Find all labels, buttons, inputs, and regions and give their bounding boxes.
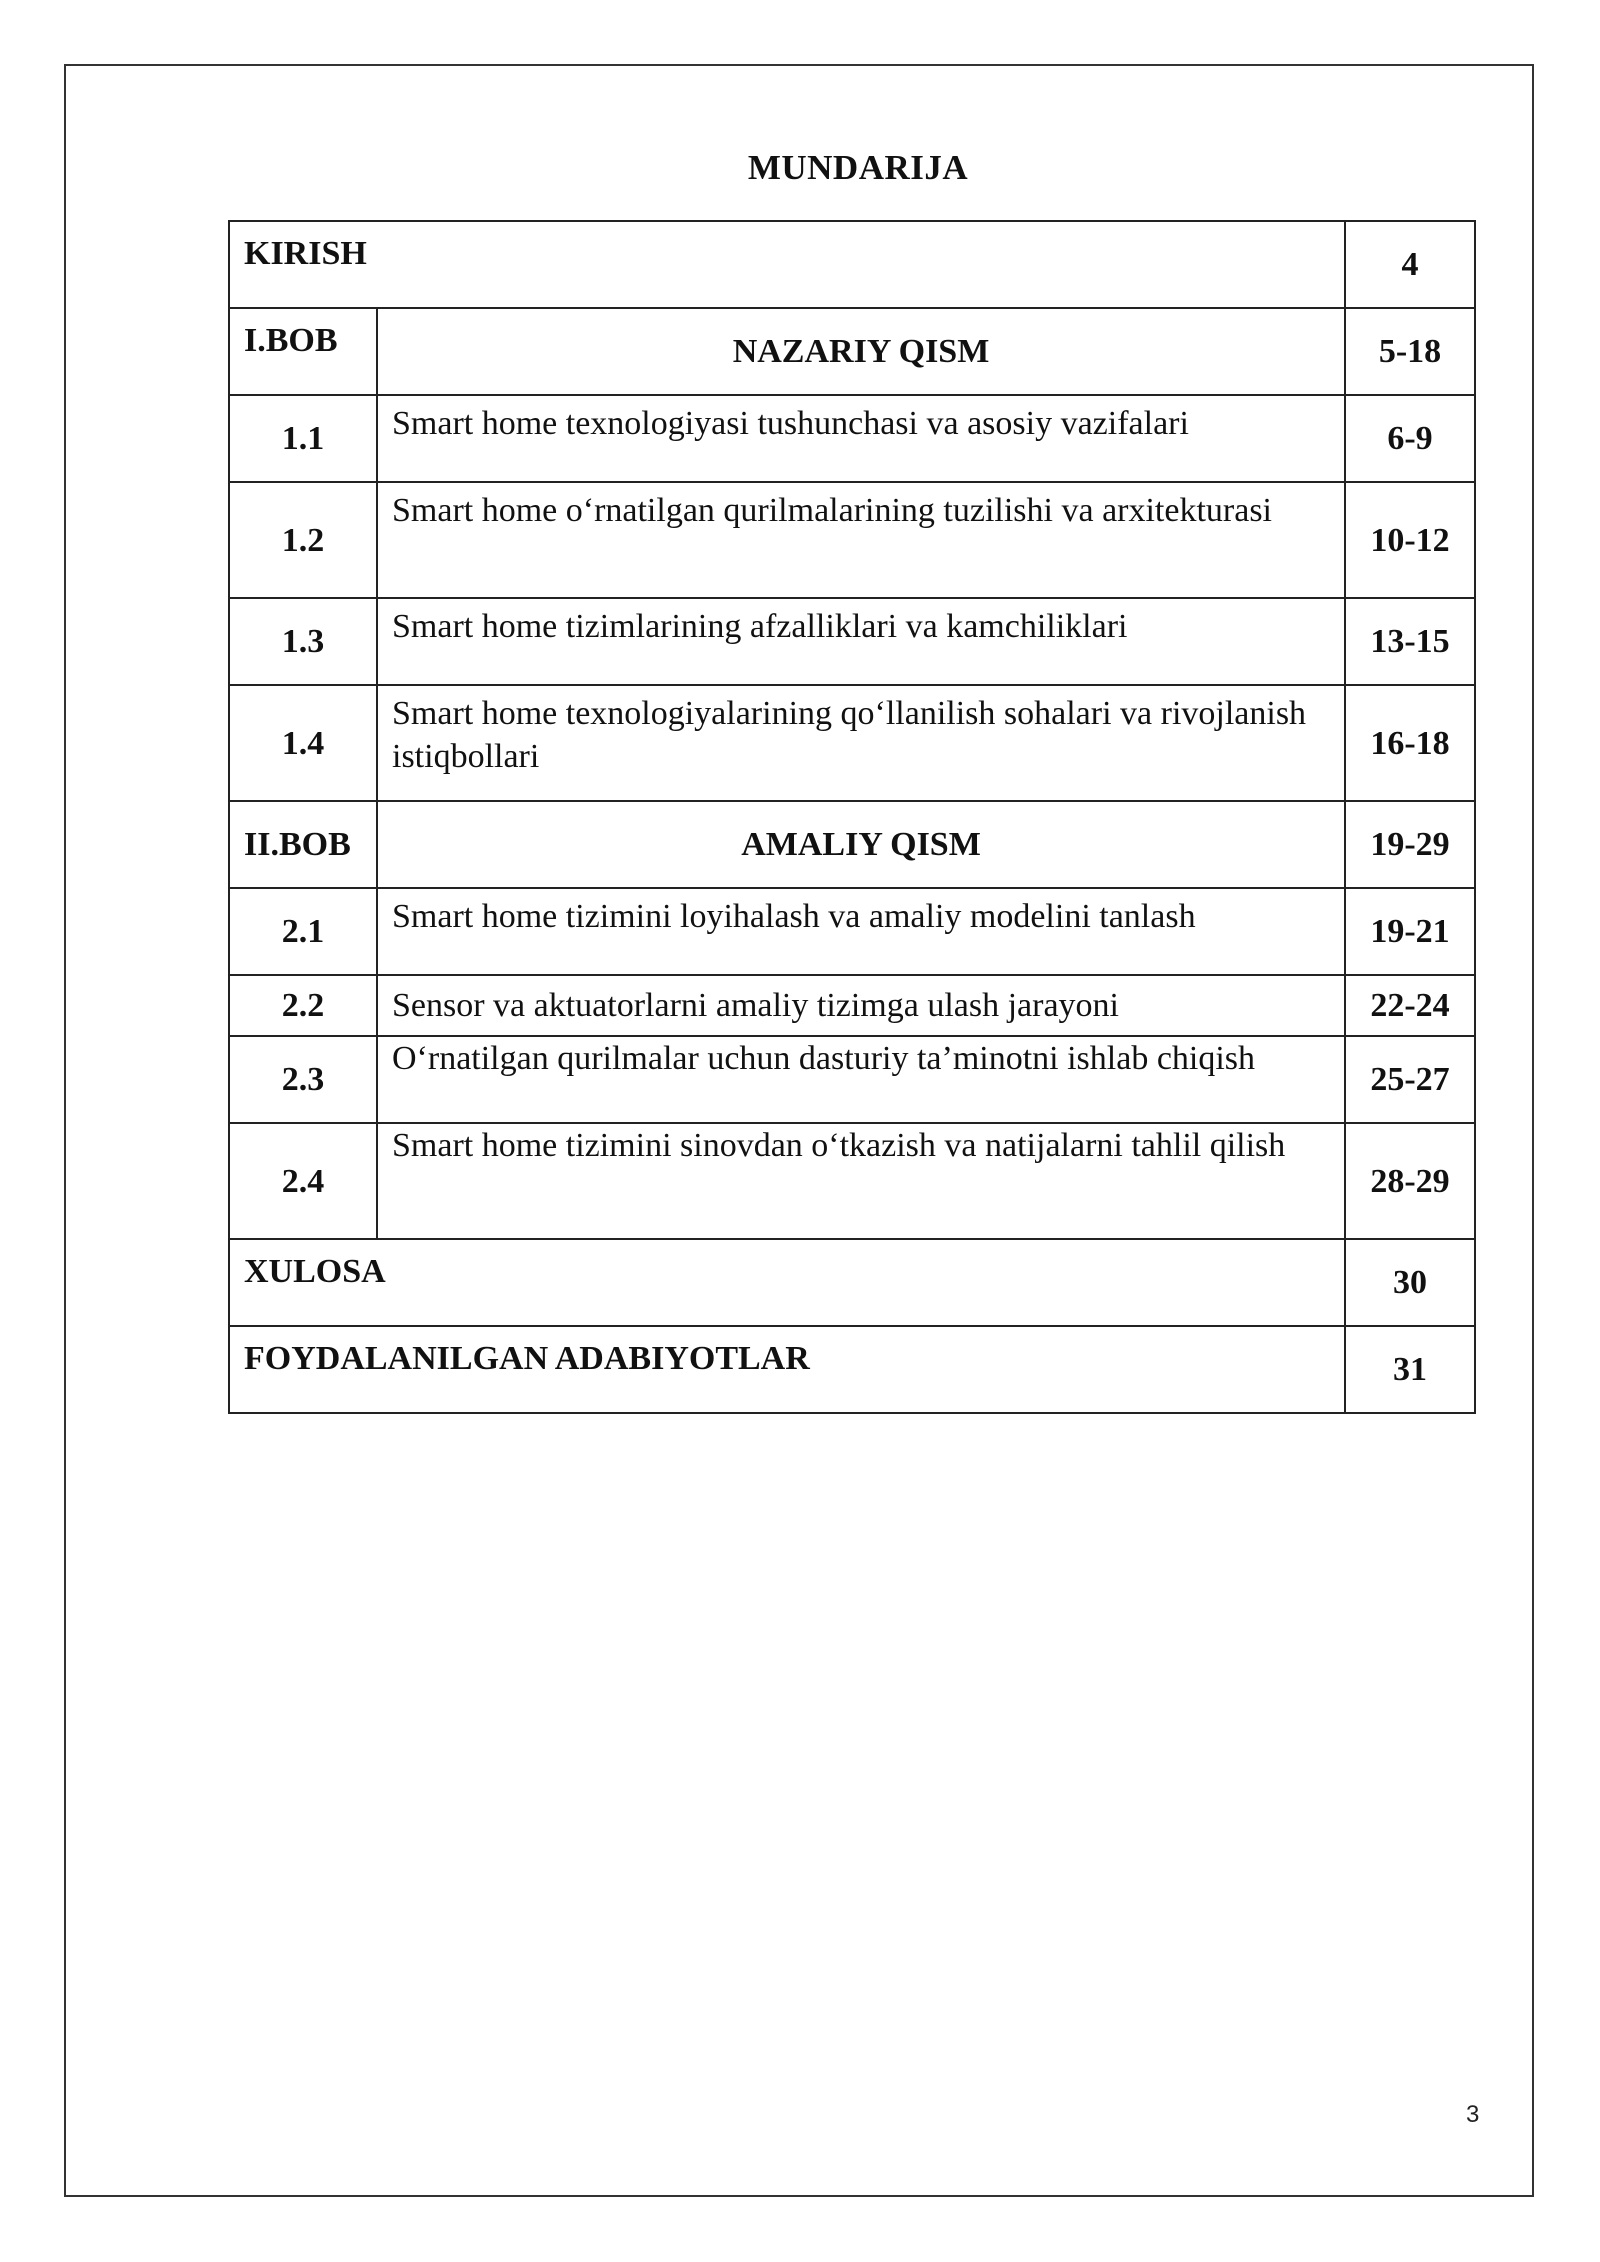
toc-row-section (229, 482, 1475, 598)
section-pages: 22-24 (1345, 975, 1475, 1036)
section-pages: 13-15 (1345, 598, 1475, 685)
section-title: Sensor va aktuatorlarni amaliy tizimga ulash jarayoni (377, 975, 1345, 1036)
page-title: MUNDARIJA (747, 148, 969, 187)
chapter2-title: AMALIY QISM (377, 801, 1345, 888)
chapter2-label: II.BOB (229, 801, 377, 888)
section-pages: 6-9 (1345, 395, 1475, 482)
section-title: Smart home texnologiyasi tushunchasi va asosiy vazifalari (377, 395, 1345, 482)
toc-row-section (229, 1123, 1475, 1239)
toc-row-section (229, 975, 1475, 1036)
toc-row-conclusion (229, 1239, 1475, 1326)
chapter1-title: NAZARIY QISM (377, 308, 1345, 395)
toc-row-chapter2 (229, 801, 1475, 888)
section-title: Smart home tizimlarining afzalliklari va kamchiliklari (377, 598, 1345, 685)
section-title: Smart home texnologiyalarining qo‘llanilish sohalari va rivojlanish istiqbollari (377, 685, 1345, 801)
intro-label: KIRISH (229, 221, 1345, 308)
section-title: Smart home tizimini sinovdan o‘tkazish va natijalarni tahlil qilish (377, 1123, 1345, 1239)
section-number: 1.2 (229, 482, 377, 598)
section-pages: 10-12 (1345, 482, 1475, 598)
section-number: 2.3 (229, 1036, 377, 1123)
section-number: 1.1 (229, 395, 377, 482)
section-number: 2.2 (229, 975, 377, 1036)
conclusion-label: XULOSA (229, 1239, 1345, 1326)
toc-row-section (229, 685, 1475, 801)
chapter1-label: I.BOB (229, 308, 377, 395)
section-title: O‘rnatilgan qurilmalar uchun dasturiy ta’minotni ishlab chiqish (377, 1036, 1345, 1123)
toc-row-section (229, 598, 1475, 685)
chapter1-pages: 5-18 (1345, 308, 1475, 395)
section-number: 1.3 (229, 598, 377, 685)
section-pages: 25-27 (1345, 1036, 1475, 1123)
references-label: FOYDALANILGAN ADABIYOTLAR (229, 1326, 1345, 1413)
toc-row-references (229, 1326, 1475, 1413)
section-number: 2.1 (229, 888, 377, 975)
section-number: 2.4 (229, 1123, 377, 1239)
chapter2-pages: 19-29 (1345, 801, 1475, 888)
toc-row-section (229, 888, 1475, 975)
toc-row-section (229, 395, 1475, 482)
toc-row-intro (229, 221, 1475, 308)
section-pages: 16-18 (1345, 685, 1475, 801)
section-title: Smart home o‘rnatilgan qurilmalarining tuzilishi va arxitekturasi (377, 482, 1345, 598)
section-pages: 19-21 (1345, 888, 1475, 975)
toc-row-chapter1 (229, 308, 1475, 395)
section-pages: 28-29 (1345, 1123, 1475, 1239)
toc-row-section (229, 1036, 1475, 1123)
table-of-contents (228, 220, 1476, 1414)
intro-pages: 4 (1345, 221, 1475, 308)
page-number: 3 (1466, 2101, 1480, 2128)
references-pages: 31 (1345, 1326, 1475, 1413)
section-title: Smart home tizimini loyihalash va amaliy modelini tanlash (377, 888, 1345, 975)
conclusion-pages: 30 (1345, 1239, 1475, 1326)
section-number: 1.4 (229, 685, 377, 801)
